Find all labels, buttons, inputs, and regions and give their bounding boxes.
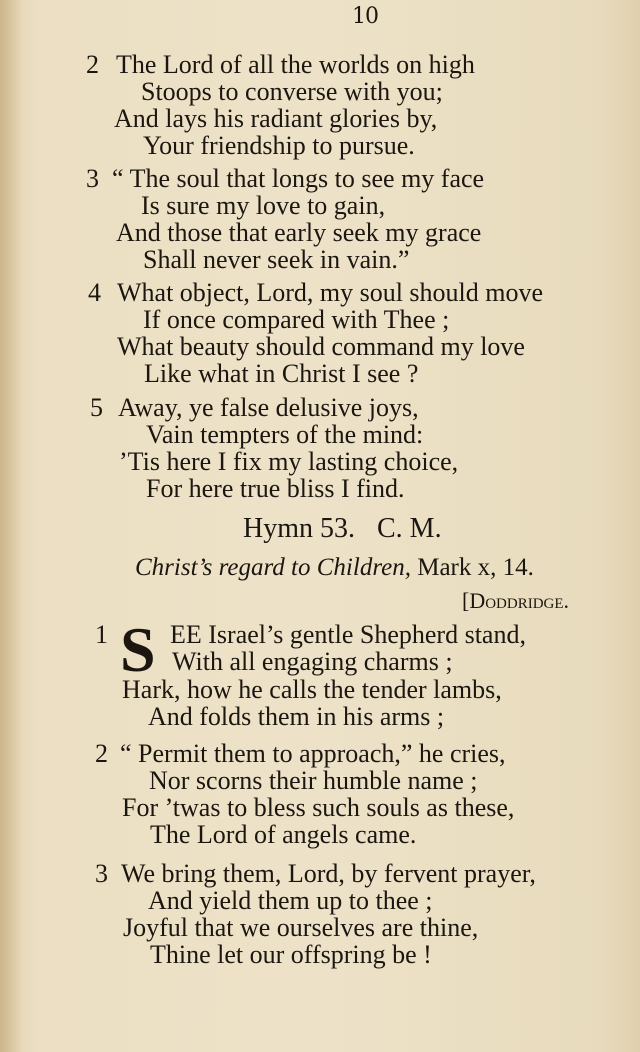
- verse-line: The Lord of all the worlds on high: [116, 50, 475, 79]
- verse-line: And lays his radiant glories by,: [114, 104, 438, 133]
- page-edge-shadow: [0, 0, 22, 1052]
- verse-line: EE Israel’s gentle Shepherd stand,: [170, 620, 526, 649]
- verse-line: And those that early seek my grace: [116, 218, 482, 247]
- verse-line: With all engaging charms ;: [172, 647, 453, 676]
- verse-line: Like what in Christ I see ?: [144, 359, 419, 388]
- verse-line: And yield them up to thee ;: [148, 886, 433, 915]
- verse-number: 1: [95, 620, 108, 649]
- hymn-number: Hymn 53.: [243, 513, 355, 544]
- drop-cap: S: [120, 614, 156, 685]
- verse-line: ’Tis here I fix my lasting choice,: [119, 447, 459, 476]
- verse-line: And folds them in his arms ;: [148, 702, 445, 731]
- page-number: 10: [352, 4, 378, 29]
- verse-line: Your friendship to pursue.: [143, 131, 415, 160]
- hymn-subtitle: [135, 554, 534, 582]
- hymn-subtitle-theme: Christ’s regard to Children,: [135, 554, 411, 581]
- verse-line: Vain tempters of the mind:: [146, 420, 424, 449]
- verse-line: Is sure my love to gain,: [141, 191, 386, 220]
- verse-line: “ Permit them to approach,” he cries,: [120, 739, 506, 768]
- verse-line: Nor scorns their humble name ;: [149, 766, 478, 795]
- verse-number: 3: [95, 859, 108, 888]
- verse-line: For here true bliss I find.: [146, 474, 405, 503]
- verse-line: “ The soul that longs to see my face: [112, 164, 485, 193]
- verse-number: 2: [95, 739, 108, 768]
- hymn-title: [243, 513, 442, 545]
- verse-number: 5: [90, 393, 103, 422]
- verse-line: What object, Lord, my soul should move: [117, 278, 544, 307]
- hymn-author: [Doddridge.: [462, 588, 570, 613]
- verse-line: If once compared with Thee ;: [143, 305, 450, 334]
- verse-line: What beauty should command my love: [117, 332, 525, 361]
- scripture-reference: Mark x, 14.: [417, 554, 534, 581]
- verse-line: Away, ye false delusive joys,: [118, 393, 419, 422]
- verse-number: 3: [86, 164, 99, 193]
- verse-line: Stoops to converse with you;: [141, 77, 443, 106]
- verse-line: Shall never seek in vain.”: [143, 245, 410, 274]
- verse-line: Hark, how he calls the tender lambs,: [122, 675, 502, 704]
- hymn-meter: C. M.: [377, 513, 442, 544]
- verse-number: 4: [88, 278, 101, 307]
- verse-line: We bring them, Lord, by fervent prayer,: [121, 859, 536, 888]
- verse-line: Joyful that we ourselves are thine,: [123, 913, 479, 942]
- verse-number: 2: [86, 50, 99, 79]
- verse-line: For ’twas to bless such souls as these,: [122, 793, 515, 822]
- verse-line: Thine let our offspring be !: [150, 940, 432, 969]
- verse-line: The Lord of angels came.: [150, 820, 417, 849]
